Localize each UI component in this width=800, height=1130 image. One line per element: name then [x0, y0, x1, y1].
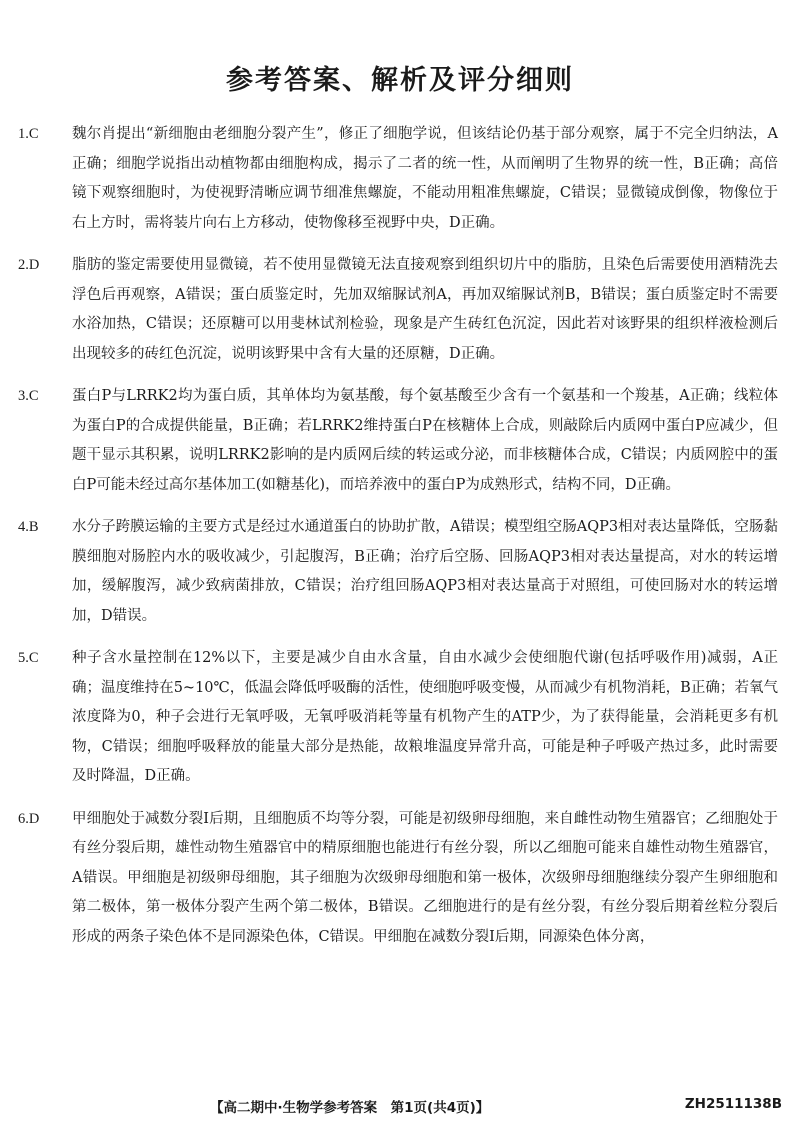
answer-item: [18, 644, 778, 792]
answer-explanation: 水分子跨膜运输的主要方式是经过水通道蛋白的协助扩散，A错误；模型组空肠AQP3相对表达量降低，空肠黏膜细胞对肠腔内水的吸收减少，引起腹泻，B正确；治疗后空肠、回肠AQP3相对表达量提高，对水的转运增加，缓解腹泻，减少致病菌排放，C错误；治疗组回肠AQP3相对表达量高于对照组，可使回肠对水的转运增加，D错误。: [72, 519, 778, 624]
answer-explanation: 种子含水量控制在12%以下，主要是减少自由水含量，自由水减少会使细胞代谢(包括呼吸作用)减弱，A正确；温度维持在5~10℃，低温会降低呼吸酶的活性，使细胞呼吸变慢，从而减少有机物消耗，B正确；若氧气浓度降为0，种子会进行无氧呼吸，无氧呼吸消耗等量有机物产生的ATP少，为了获得能量，会消耗更多有机物，C错误；细胞呼吸释放的能量大部分是热能，故粮堆温度异常升高，可能是种子呼吸产热过多，此时需要及时降温，D正确。: [72, 650, 778, 784]
footer-label: 【高二期中·生物学参考答案 第1页(共4页)】: [210, 1100, 490, 1116]
answer-explanation: 甲细胞处于减数分裂Ⅰ后期，且细胞质不均等分裂，可能是初级卵母细胞，来自雌性动物生殖器官；乙细胞处于有丝分裂后期，雄性动物生殖器官中的精原细胞也能进行有丝分裂，所以乙细胞可能来自雄性动物生殖器官，A错误。甲细胞是初级卵母细胞，其子细胞为次级卵母细胞和第一极体，次级卵母细胞继续分裂产生卵细胞和第二极体，第一极体分裂产生两个第二极体，B错误。乙细胞进行的是有丝分裂，有丝分裂后期着丝粒分裂后形成的两条子染色体不是同源染色体，C错误。甲细胞在减数分裂Ⅰ后期，同源染色体分离，: [72, 810, 778, 945]
answer-explanation: 脂肪的鉴定需要使用显微镜，若不使用显微镜无法直接观察到组织切片中的脂肪，且染色后需要使用酒精洗去浮色后再观察，A错误；蛋白质鉴定时，先加双缩脲试剂A，再加双缩脲试剂B，B错误；蛋白质鉴定时不需要水浴加热，C错误；还原糖可以用斐林试剂检验，现象是产生砖红色沉淀，因此若对该野果的组织样液检测后出现较多的砖红色沉淀，说明该野果中含有大量的还原糖，D正确。: [72, 257, 778, 362]
answer-number: 4.B: [18, 519, 39, 535]
answer-number: 1.C: [18, 126, 39, 142]
answer-item: [18, 382, 778, 500]
page-title: 参考答案、解析及评分细则: [226, 65, 574, 96]
answer-explanation: 蛋白P与LRRK2均为蛋白质，其单体均为氨基酸，每个氨基酸至少含有一个氨基和一个羧基，A正确；线粒体为蛋白P的合成提供能量，B正确；若LRRK2维持蛋白P在核糖体上合成，则敲除后内质网中蛋白P应减少，但题干显示其积累，说明LRRK2影响的是内质网后续的转运或分泌，而非核糖体合成，C错误；内质网腔中的蛋白P可能未经过高尔基体加工(如糖基化)，而培养液中的蛋白P为成熟形式，结构不同，D正确。: [72, 388, 778, 493]
answer-item: [18, 251, 778, 369]
answer-number: 6.D: [18, 810, 40, 827]
answer-item: [18, 120, 778, 238]
answer-item: [18, 513, 778, 631]
answer-list: [18, 120, 778, 965]
document-code: ZH2511138B: [684, 1096, 782, 1112]
answer-number: 5.C: [18, 650, 39, 666]
answer-explanation: 魏尔肖提出“新细胞由老细胞分裂产生”，修正了细胞学说，但该结论仍基于部分观察，属于不完全归纳法，A正确；细胞学说指出动植物都由细胞构成，揭示了二者的统一性，从而阐明了生物界的统一性，B正确；高倍镜下观察细胞时，为使视野清晰应调节细准焦螺旋，不能动用粗准焦螺旋，C错误；显微镜成倒像，物像位于右上方时，需将装片向右上方移动，使物像移至视野中央，D正确。: [72, 126, 778, 231]
answer-number: 3.C: [18, 388, 39, 404]
answer-item: [18, 805, 778, 953]
page-footer: [0, 1096, 800, 1120]
answer-number: 2.D: [18, 257, 40, 273]
